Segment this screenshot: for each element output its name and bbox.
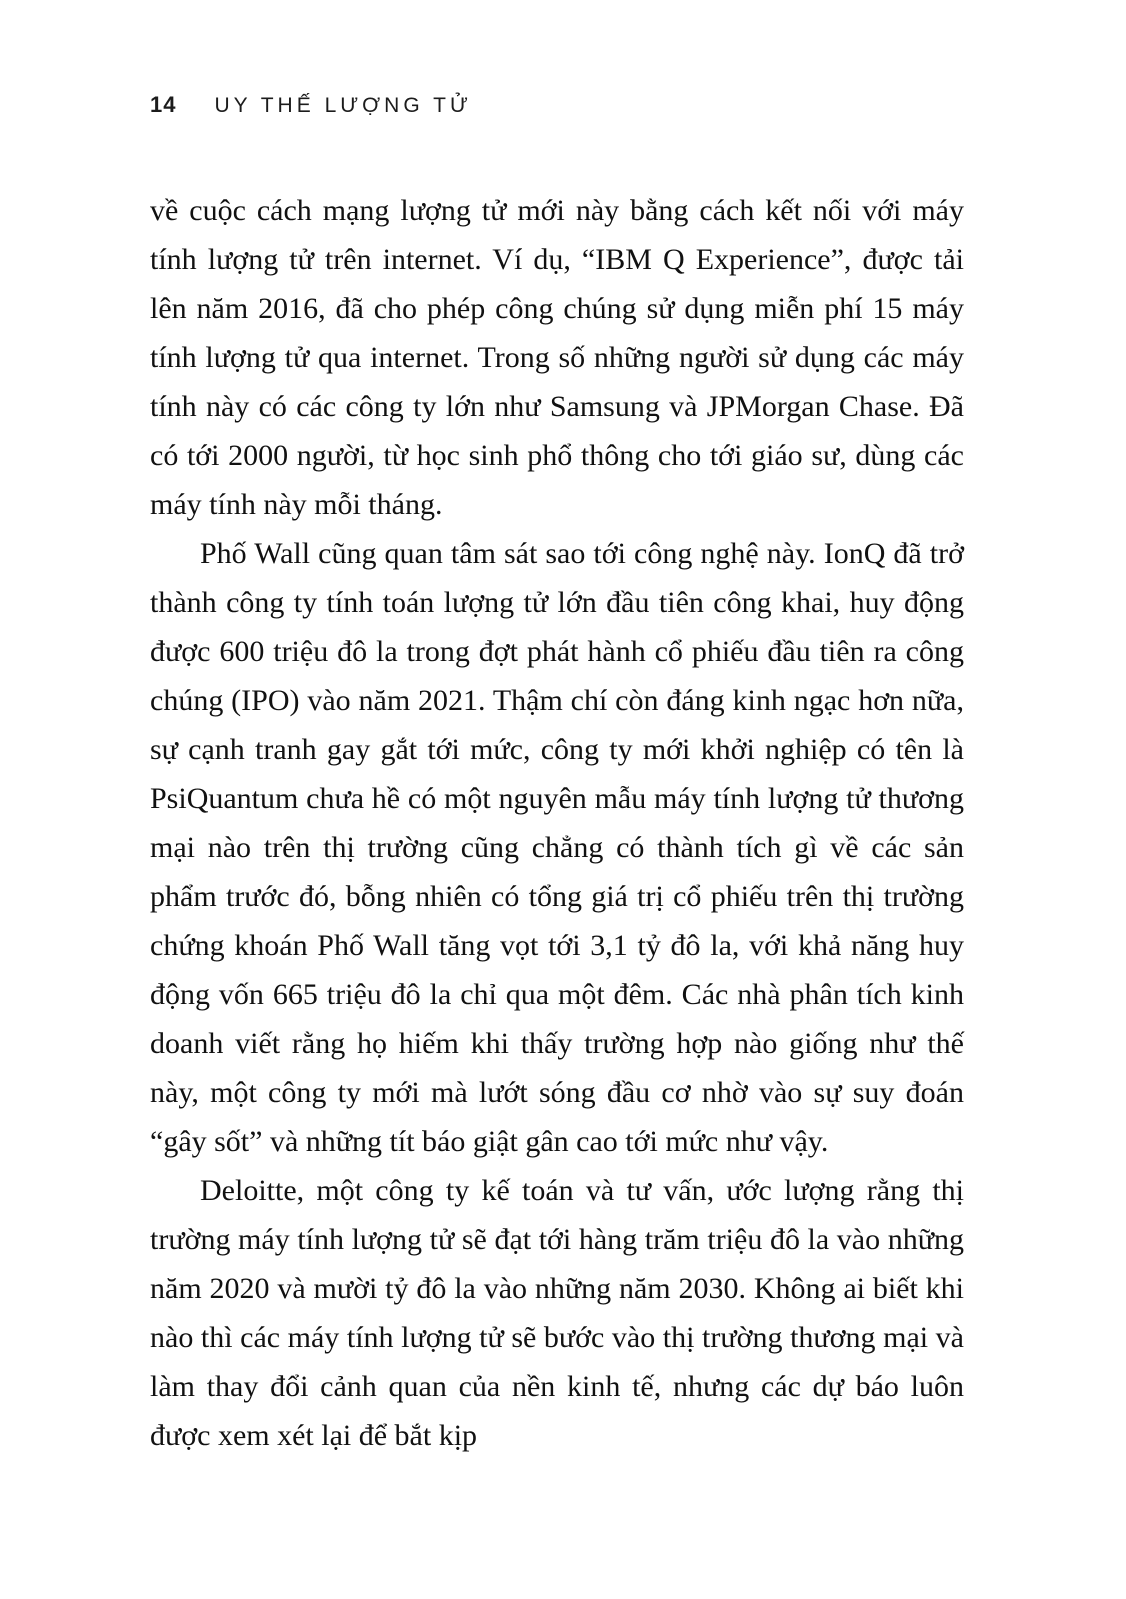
page-number: 14 [150,92,177,117]
running-head: UY THẾ LƯỢNG TỬ [214,94,472,117]
paragraph: Phố Wall cũng quan tâm sát sao tới công nghệ này. IonQ đã trở thành công ty tính toán lượng tử lớn đầu tiên công khai, huy động được 600 triệu đô la trong đợt phát hành cổ phiếu đầu tiên ra công chúng (IPO) vào năm 2021. Thậm chí còn đáng kinh ngạc hơn nữa, sự cạnh tranh gay gắt tới mức, công ty mới khởi nghiệp có tên là PsiQuantum chưa hề có một nguyên mẫu máy tính lượng tử thương mại nào trên thị trường cũng chẳng có thành tích gì về các sản phẩm trước đó, bỗng nhiên có tổng giá trị cổ phiếu trên thị trường chứng khoán Phố Wall tăng vọt tới 3,1 tỷ đô la, với khả năng huy động vốn 665 triệu đô la chỉ qua một đêm. Các nhà phân tích kinh doanh viết rằng họ hiếm khi thấy trường hợp nào giống như thế này, một công ty mới mà lướt sóng đầu cơ nhờ vào sự suy đoán “gây sốt” và những tít báo giật gân cao tới mức như vậy. [150,537,964,1158]
paragraph: Deloitte, một công ty kế toán và tư vấn, ước lượng rằng thị trường máy tính lượng tử sẽ đạt tới hàng trăm triệu đô la vào những năm 2020 và mười tỷ đô la vào những năm 2030. Không ai biết khi nào thì các máy tính lượng tử sẽ bước vào thị trường thương mại và làm thay đổi cảnh quan của nền kinh tế, nhưng các dự báo luôn được xem xét lại để bắt kịp [150,1174,964,1452]
body-text [150,186,964,1460]
page-header [150,92,964,118]
paragraph: về cuộc cách mạng lượng tử mới này bằng cách kết nối với máy tính lượng tử trên internet. Ví dụ, “IBM Q Experience”, được tải lên năm 2016, đã cho phép công chúng sử dụng miễn phí 15 máy tính lượng tử qua internet. Trong số những người sử dụng các máy tính này có các công ty lớn như Samsung và JPMorgan Chase. Đã có tới 2000 người, từ học sinh phổ thông cho tới giáo sư, dùng các máy tính này mỗi tháng. [150,194,964,521]
